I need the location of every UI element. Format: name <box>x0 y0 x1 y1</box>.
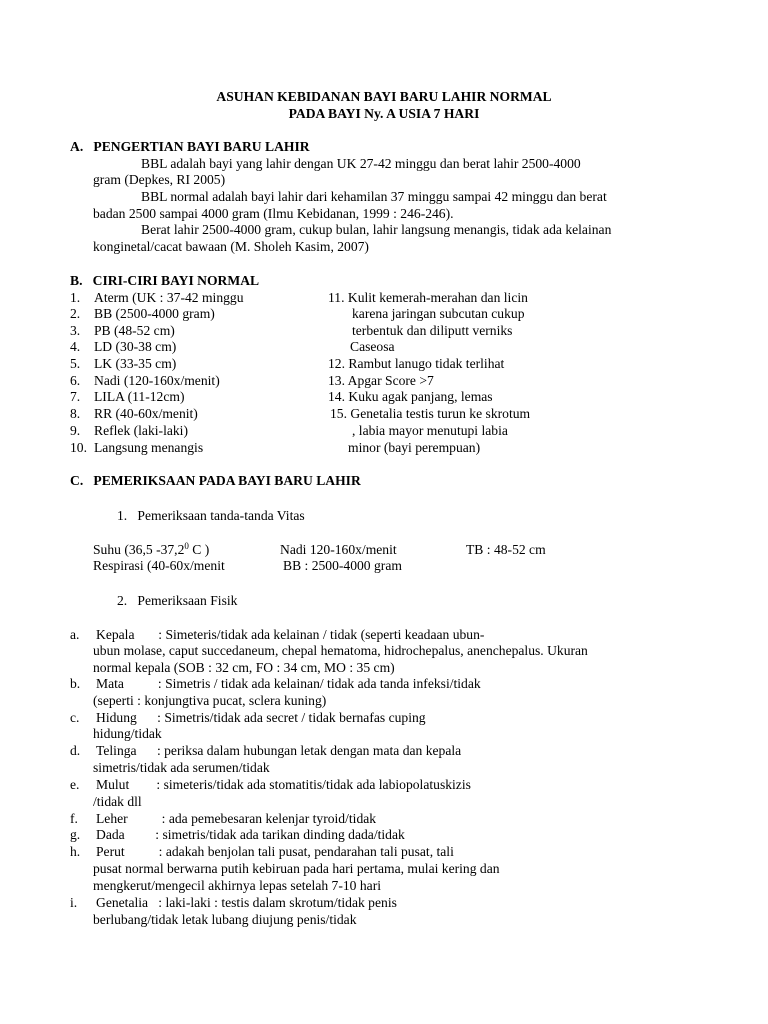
criteria-num: 9. <box>70 423 81 438</box>
criteria-num: 2. <box>70 306 81 321</box>
criteria-num: 5. <box>70 356 81 371</box>
exam-letter: d. <box>70 743 81 758</box>
criteria-text: Reflek (laki-laki) <box>94 423 188 438</box>
exam-mata: Mata : Simetris / tidak ada kelainan/ tidak ada tanda infeksi/tidak <box>96 676 481 691</box>
criteria-num: 10. <box>70 440 87 455</box>
section-a-p2-line2: badan 2500 sampai 4000 gram (Ilmu Kebidanan, 1999 : 246-246). <box>93 206 454 221</box>
exam-continuation: mengkerut/mengecil akhirnya lepas setelah 7-10 hari <box>93 878 382 893</box>
criteria-right-line: 15. Genetalia testis turun ke skrotum <box>330 406 531 421</box>
criteria-right-line: 11. Kulit kemerah-merahan dan licin <box>328 290 528 305</box>
section-a-p1-line1: BBL adalah bayi yang lahir dengan UK 27-42 minggu dan berat lahir 2500-4000 <box>141 156 581 171</box>
section-b-heading: B. CIRI-CIRI BAYI NORMAL <box>70 273 260 288</box>
criteria-num: 4. <box>70 339 81 354</box>
criteria-text: LD (30-38 cm) <box>94 339 177 354</box>
criteria-num: 3. <box>70 323 81 338</box>
criteria-right-line: 13. Apgar Score >7 <box>328 373 434 388</box>
exam-leher: Leher : ada pemebesaran kelenjar tyroid/tidak <box>96 811 377 826</box>
exam-continuation: (seperti : konjungtiva pucat, sclera kuning) <box>93 693 327 708</box>
exam-letter: b. <box>70 676 81 691</box>
exam-letter: h. <box>70 844 81 859</box>
exam-letter: g. <box>70 827 81 842</box>
section-a-p3-line2: konginetal/cacat bawaan (M. Sholeh Kasim, 2007) <box>93 239 369 254</box>
criteria-num: 8. <box>70 406 81 421</box>
criteria-text: BB (2500-4000 gram) <box>94 306 215 321</box>
exam-mulut: Mulut : simeteris/tidak ada stomatitis/tidak ada labiopolatuskizis <box>96 777 471 792</box>
exam-telinga: Telinga : periksa dalam hubungan letak dengan mata dan kepala <box>96 743 462 758</box>
exam-continuation: /tidak dll <box>93 794 142 809</box>
criteria-num: 7. <box>70 389 81 404</box>
subsection-fisik-heading: 2. Pemeriksaan Fisik <box>117 593 238 608</box>
criteria-right-line: minor (bayi perempuan) <box>348 440 481 455</box>
vital-bb: BB : 2500-4000 gram <box>283 558 402 573</box>
criteria-text: LILA (11-12cm) <box>94 389 185 404</box>
criteria-right-line: terbentuk dan diliputt verniks <box>352 323 513 338</box>
criteria-text: Nadi (120-160x/menit) <box>94 373 220 388</box>
vital-tb: TB : 48-52 cm <box>466 542 546 557</box>
exam-kepala: Kepala : Simeteris/tidak ada kelainan / tidak (seperti keadaan ubun- <box>96 627 485 642</box>
exam-letter: a. <box>70 627 80 642</box>
exam-dada: Dada : simetris/tidak ada tarikan dinding dada/tidak <box>96 827 405 842</box>
exam-continuation: ubun molase, caput succedaneum, chepal hematoma, hidrochepalus, anenchepalus. Ukuran <box>93 643 588 658</box>
exam-letter: f. <box>70 811 78 826</box>
criteria-num: 6. <box>70 373 81 388</box>
exam-continuation: hidung/tidak <box>93 726 162 741</box>
vital-suhu-value: Suhu (36,5 -37,2 <box>93 542 185 557</box>
criteria-text: LK (33-35 cm) <box>94 356 177 371</box>
exam-perut: Perut : adakah benjolan tali pusat, pendarahan tali pusat, tali <box>96 844 454 859</box>
criteria-right-line: , labia mayor menutupi labia <box>352 423 508 438</box>
section-a-p2-line1: BBL normal adalah bayi lahir dari kehamilan 37 minggu sampai 42 minggu dan berat <box>141 189 607 204</box>
document-title-line2: PADA BAYI Ny. A USIA 7 HARI <box>288 106 480 121</box>
exam-hidung: Hidung : Simetris/tidak ada secret / tidak bernafas cuping <box>96 710 426 725</box>
criteria-num: 1. <box>70 290 81 305</box>
subsection-vitals-heading: 1. Pemeriksaan tanda-tanda Vitas <box>117 508 305 523</box>
degree-superscript: 0 <box>184 541 189 551</box>
criteria-right-line: karena jaringan subcutan cukup <box>352 306 525 321</box>
section-a-p3-line1: Berat lahir 2500-4000 gram, cukup bulan, lahir langsung menangis, tidak ada kelainan <box>141 222 612 237</box>
exam-letter: i. <box>70 895 78 910</box>
vital-nadi: Nadi 120-160x/menit <box>280 542 397 557</box>
exam-letter: e. <box>70 777 80 792</box>
exam-letter: c. <box>70 710 80 725</box>
vital-respirasi: Respirasi (40-60x/menit <box>93 558 225 573</box>
exam-continuation: simetris/tidak ada serumen/tidak <box>93 760 270 775</box>
criteria-text: RR (40-60x/menit) <box>94 406 198 421</box>
criteria-text: Aterm (UK : 37-42 minggu <box>94 290 244 305</box>
exam-continuation: berlubang/tidak letak lubang diujung penis/tidak <box>93 912 357 927</box>
document-title-line1: ASUHAN KEBIDANAN BAYI BARU LAHIR NORMAL <box>216 89 552 104</box>
criteria-right-line: 14. Kuku agak panjang, lemas <box>328 389 493 404</box>
exam-genetalia: Genetalia : laki-laki : testis dalam skrotum/tidak penis <box>96 895 397 910</box>
section-a-p1-line2: gram (Depkes, RI 2005) <box>93 172 226 187</box>
criteria-text: PB (48-52 cm) <box>94 323 175 338</box>
criteria-right-line: Caseosa <box>350 339 395 354</box>
exam-continuation: pusat normal berwarna putih kebiruan pada hari pertama, mulai kering dan <box>93 861 500 876</box>
section-c-heading: C. PEMERIKSAAN PADA BAYI BARU LAHIR <box>70 473 361 488</box>
criteria-text: Langsung menangis <box>94 440 204 455</box>
section-a-heading: A. PENGERTIAN BAYI BARU LAHIR <box>70 139 310 154</box>
criteria-right-line: 12. Rambut lanugo tidak terlihat <box>328 356 505 371</box>
vital-suhu <box>93 542 209 559</box>
exam-continuation: normal kepala (SOB : 32 cm, FO : 34 cm, MO : 35 cm) <box>93 660 395 675</box>
vital-suhu-unit: C ) <box>188 542 210 557</box>
